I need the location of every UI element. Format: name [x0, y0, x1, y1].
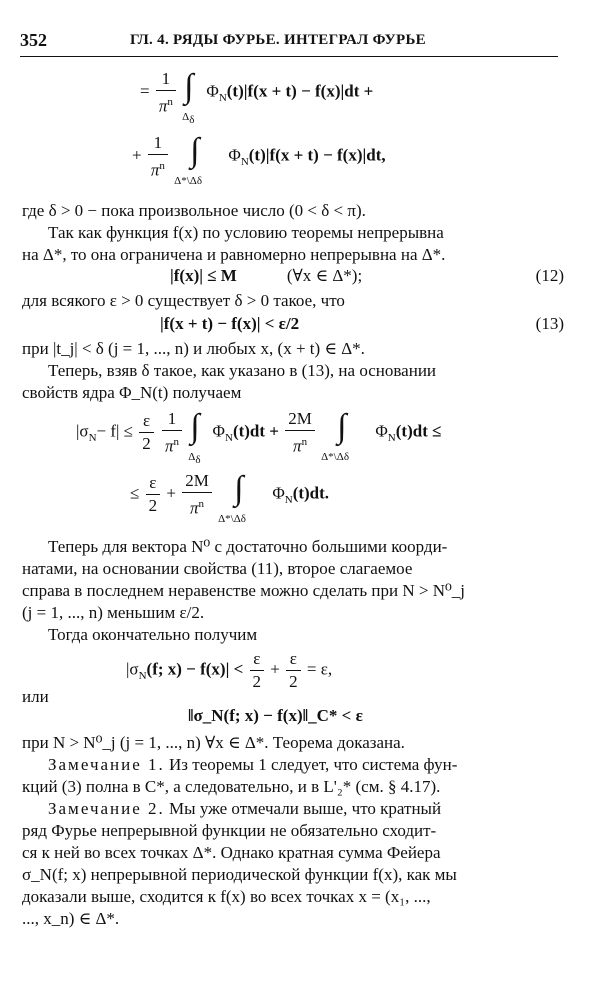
equation-13: |f(x + t) − f(x)| < ε/2 [160, 314, 300, 333]
equation-number: (13) [535, 314, 564, 333]
equation-top-1: = $\frac{1}{\pi^n}$ ∫ $\Delta_\delta$ $\Phi_N(t)|f(x + t) - f(x)|dt$ + [140, 67, 374, 127]
text-line: ся к ней во всех точках Δ*. Однако кратная сумма Фейера [22, 843, 441, 862]
fraction: $\frac{\varepsilon}{2}$ [286, 648, 301, 693]
running-title: ГЛ. 4. РЯДЫ ФУРЬЕ. ИНТЕГРАЛ ФУРЬЕ [130, 32, 426, 48]
text-line: доказали выше, сходится к f(x) во всех точках x = (x₁, ..., [22, 887, 431, 906]
text-line: σ_N(f; x) непрерывной периодической функции f(x), как мы [22, 865, 457, 884]
integral-sign: ∫ Δ*\Δδ [321, 407, 349, 463]
remark-1: Замечание 1. Из теоремы 1 следует, что система фун- [48, 755, 458, 774]
text-line: (j = 1, ..., n) меньшим ε/2. [22, 603, 205, 622]
fraction: $\frac{\varepsilon}{2}$ [250, 648, 265, 693]
equation-number: (12) [535, 266, 564, 285]
text-line: Теперь, взяв δ такое, как указано в (13), на основании [48, 361, 437, 380]
text-line: свойств ядра Φ_N(t) получаем [22, 383, 242, 402]
integral-sign: ∫ Δ*\Δδ [218, 469, 246, 525]
equation-12: |f(x)| ≤ M (∀x ∈ Δ*); [170, 266, 363, 285]
norm-inequality: ‖σ_N(f; x) − f(x)‖_C* < ε [188, 706, 363, 725]
fraction: $\frac{1}{\pi^n}$ [156, 68, 176, 118]
text-line: где δ > 0 − пока произвольное число (0 < δ < π). [22, 201, 366, 220]
remark-2: Замечание 2. Мы уже отмечали выше, что кратный [48, 799, 442, 818]
page-header [20, 30, 558, 57]
text-line: Теперь для вектора N⁰ с достаточно большими коорди- [48, 537, 448, 556]
integral-sign: ∫ $\Delta_\delta$ [182, 67, 195, 127]
text-line: ряд Фурье непрерывной функции не обязательно сходит- [22, 821, 437, 840]
fraction: $\frac{2M}{\pi^n}$ [182, 470, 212, 520]
text-line: Так как функция f(x) по условию теоремы непрерывна [48, 223, 444, 242]
text-line: Тогда окончательно получим [48, 625, 258, 644]
inequality-2: ≤ $\frac{\varepsilon}{2}$ + $\frac{2M}{\pi^n}$ ∫ Δ*\Δδ $\Phi_N(t)dt$. [130, 469, 330, 525]
fraction: $\frac{\varepsilon}{2}$ [139, 410, 154, 455]
final-inequality: $|\sigma_N(f$; x) − f(x)| < $\frac{\varepsilon}{2}$ + $\frac{\varepsilon}{2}$ = ε, [126, 649, 333, 691]
inequality-1: $|\sigma_N- f|$ ≤ $\frac{\varepsilon}{2}$ $\frac{1}{\pi^n}$ ∫ $\Delta_\delta$ $\Phi_N(t)dt$ + $\frac{2M}{\pi^n}$ ∫ Δ*\Δδ $\Phi_N(t)dt$ ≤ [76, 407, 442, 467]
fraction: $\frac{1}{\pi^n}$ [162, 408, 182, 458]
integral-sign: ∫ Δ*\Δδ [174, 131, 203, 187]
text-line: справа в последнем неравенстве можно сделать при N > N⁰_j [22, 581, 466, 600]
page-number: 352 [20, 30, 47, 50]
fraction: $\frac{2M}{\pi^n}$ [285, 408, 315, 458]
text-line: для всякого ε > 0 существует δ > 0 такое, что [22, 291, 345, 310]
text-line: кций (3) полна в C*, а следовательно, и в L'₂* (см. § 4.17). [22, 777, 441, 796]
fraction: $\frac{1}{\pi^n}$ [148, 132, 168, 182]
fraction: $\frac{\varepsilon}{2}$ [146, 472, 161, 517]
text-line: натами, на основании свойства (11), второе слагаемое [22, 559, 413, 578]
text-line: при N > N⁰_j (j = 1, ..., n) ∀x ∈ Δ*. Теорема доказана. [22, 733, 405, 752]
text-line: или [22, 687, 49, 706]
text-line: ..., x_n) ∈ Δ*. [22, 909, 120, 928]
equation-top-2: + $\frac{1}{\pi^n}$ ∫ Δ*\Δδ $\Phi_N(t)|f(x + t) - f(x)|dt$, [132, 131, 386, 187]
text-line: на Δ*, то она ограничена и равномерно непрерывна на Δ*. [22, 245, 446, 264]
integral-sign: ∫ $\Delta_\delta$ [188, 407, 201, 467]
text-line: при |t_j| < δ (j = 1, ..., n) и любых x, (x + t) ∈ Δ*. [22, 339, 365, 358]
